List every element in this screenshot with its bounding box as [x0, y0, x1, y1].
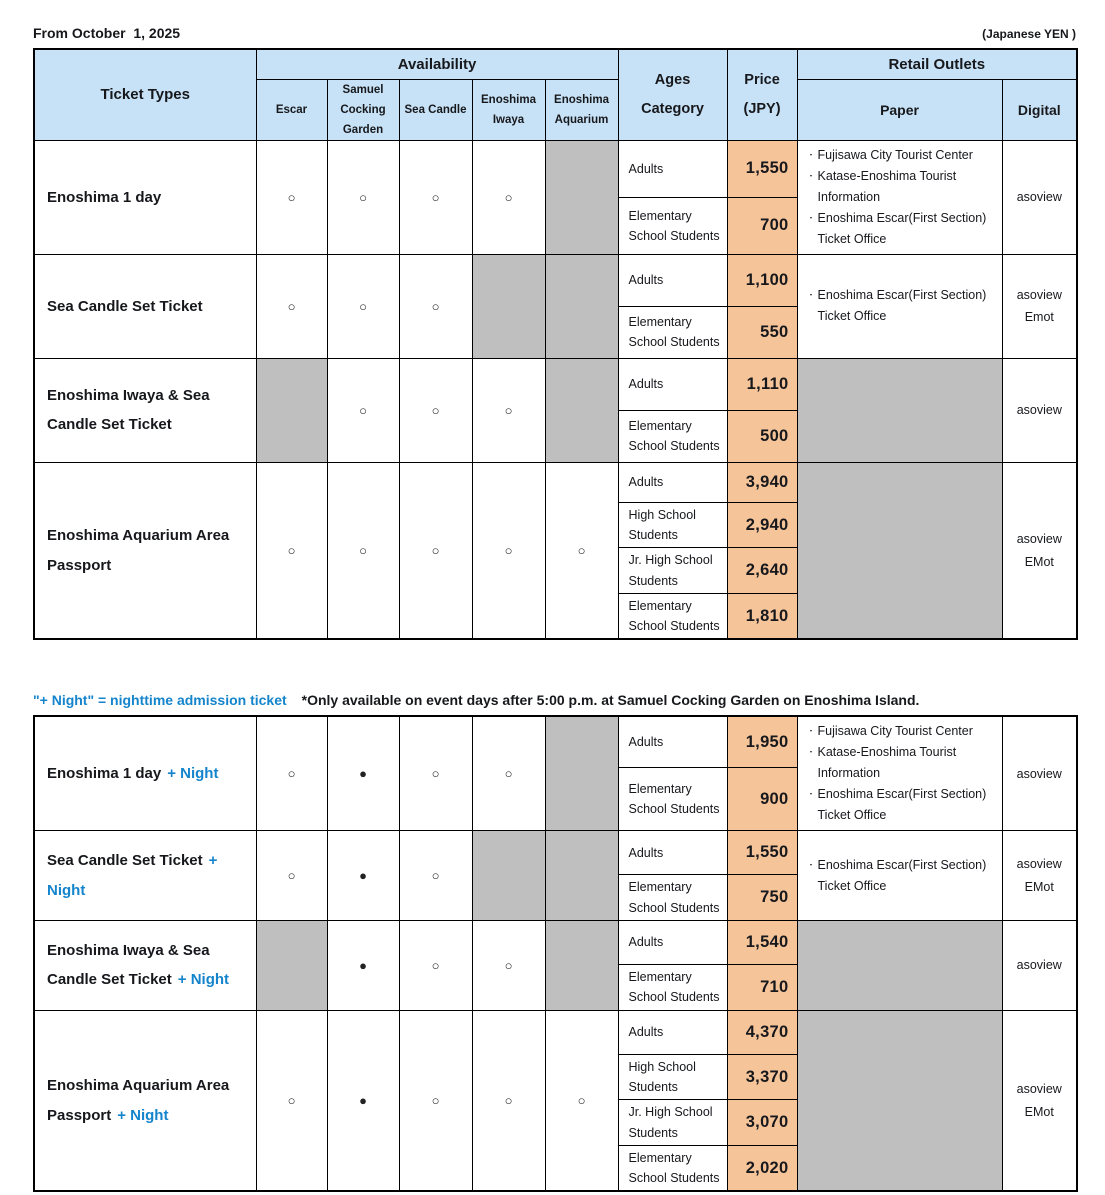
digital-outlet: asoview	[1016, 532, 1062, 547]
digital-outlets-cell	[1002, 140, 1077, 254]
ticket-name-cell	[34, 254, 256, 358]
age-category-cell: Elementary School Students	[618, 306, 727, 358]
ticket-name-cell	[34, 462, 256, 639]
digital-outlet: asoview	[1016, 958, 1062, 973]
price-cell: 3,370	[727, 1054, 797, 1100]
availability-cell-samuel-cocking-garden: ○	[327, 140, 399, 254]
outlet-item	[805, 208, 998, 250]
availability-cell-sea-candle: ○	[399, 920, 472, 1010]
price-cell: 3,940	[727, 462, 797, 502]
outlet-item	[805, 784, 998, 826]
top-bar	[33, 25, 1076, 41]
availability-cell-samuel-cocking-garden: ○	[327, 358, 399, 462]
ticket-name-cell	[34, 1010, 256, 1191]
ticket-name-cell	[34, 140, 256, 254]
price-cell: 2,640	[727, 548, 797, 594]
price-cell: 710	[727, 964, 797, 1010]
table-row	[34, 920, 1077, 964]
ticket-name: Sea Candle Set Ticket	[47, 297, 203, 315]
bullet-icon: ・	[806, 747, 816, 758]
availability-cell-escar: ○	[256, 140, 327, 254]
digital-outlet: asoview	[1016, 287, 1062, 302]
header-escar: Escar	[256, 79, 327, 140]
bullet-icon: ・	[806, 170, 816, 181]
ticket-name: Sea Candle Set Ticket	[47, 852, 203, 870]
header-price	[727, 49, 797, 140]
digital-outlet: EMot	[1024, 1104, 1054, 1119]
header-retail-outlets: Retail Outlets	[797, 49, 1077, 79]
digital-outlets-cell	[1002, 716, 1077, 831]
age-category-cell: Adults	[618, 254, 727, 306]
header-price-line1: Price	[744, 71, 780, 88]
table-row	[34, 462, 1077, 502]
ticket-name-cell	[34, 716, 256, 831]
header-digital: Digital	[1002, 79, 1077, 140]
price-cell: 550	[727, 306, 797, 358]
night-note-definition: "+ Night" = nighttime admission ticket	[33, 692, 287, 709]
paper-outlets-cell	[797, 920, 1002, 1010]
paper-outlets-cell	[797, 831, 1002, 921]
digital-outlet: asoview	[1016, 857, 1062, 872]
age-category-cell: Jr. High School Students	[618, 1100, 727, 1146]
bullet-icon: ・	[806, 789, 816, 800]
digital-outlets-cell	[1002, 1010, 1077, 1191]
ticket-table-day	[33, 48, 1078, 640]
paper-outlets-cell	[797, 254, 1002, 358]
outlet-item	[805, 285, 998, 327]
availability-cell-enoshima-aquarium	[545, 358, 618, 462]
availability-cell-escar: ○	[256, 462, 327, 639]
availability-cell-enoshima-iwaya	[472, 831, 545, 921]
age-category-cell: Adults	[618, 1010, 727, 1054]
paper-outlets-cell	[797, 140, 1002, 254]
price-cell: 1,550	[727, 140, 797, 197]
price-cell: 2,940	[727, 502, 797, 548]
availability-cell-enoshima-iwaya	[472, 254, 545, 358]
price-cell: 4,370	[727, 1010, 797, 1054]
age-category-cell: Elementary School Students	[618, 964, 727, 1010]
availability-cell-samuel-cocking-garden: ●	[327, 716, 399, 831]
age-category-cell: Elementary School Students	[618, 1145, 727, 1191]
paper-outlets-cell	[797, 358, 1002, 462]
outlet-text: Enoshima Escar(First Section) Ticket Office	[817, 857, 987, 893]
availability-cell-enoshima-iwaya: ○	[472, 1010, 545, 1191]
header-availability: Availability	[256, 49, 618, 79]
price-cell: 1,810	[727, 593, 797, 639]
availability-cell-escar	[256, 920, 327, 1010]
age-category-cell: High School Students	[618, 502, 727, 548]
price-cell: 1,950	[727, 716, 797, 767]
price-cell: 1,540	[727, 920, 797, 964]
header-row-1	[34, 49, 1077, 79]
header-enoshima-aquarium: Enoshima Aquarium	[545, 79, 618, 140]
bullet-icon: ・	[806, 290, 816, 301]
digital-outlets-cell	[1002, 920, 1077, 1010]
availability-cell-enoshima-aquarium	[545, 831, 618, 921]
table-row	[34, 716, 1077, 767]
night-suffix: + Night	[117, 1106, 169, 1124]
bullet-icon: ・	[806, 212, 816, 223]
availability-cell-enoshima-iwaya: ○	[472, 140, 545, 254]
night-suffix: + Night	[47, 852, 218, 899]
header-price-line2: (JPY)	[743, 100, 781, 117]
digital-outlet: asoview	[1016, 403, 1062, 418]
age-category-cell: Jr. High School Students	[618, 548, 727, 594]
availability-cell-sea-candle: ○	[399, 831, 472, 921]
price-cell: 750	[727, 875, 797, 921]
availability-cell-enoshima-aquarium: ○	[545, 462, 618, 639]
digital-outlets-cell	[1002, 254, 1077, 358]
age-category-cell: Adults	[618, 140, 727, 197]
effective-date: From October 1, 2025	[33, 25, 181, 41]
bullet-icon: ・	[806, 149, 816, 160]
header-ticket-types: Ticket Types	[34, 49, 256, 140]
ticket-name-cell	[34, 831, 256, 921]
header-samuel-cocking-garden: Samuel Cocking Garden	[327, 79, 399, 140]
bullet-icon: ・	[806, 726, 816, 737]
outlet-text: Katase-Enoshima Tourist Information	[817, 168, 957, 204]
age-category-cell: Adults	[618, 920, 727, 964]
ticket-name: Enoshima 1 day	[47, 765, 162, 783]
availability-cell-enoshima-aquarium: ○	[545, 1010, 618, 1191]
availability-cell-sea-candle: ○	[399, 462, 472, 639]
digital-outlet: asoview	[1016, 190, 1062, 205]
outlet-text: Enoshima Escar(First Section) Ticket Office	[817, 210, 987, 246]
availability-cell-samuel-cocking-garden: ●	[327, 920, 399, 1010]
digital-outlet: Emot	[1024, 310, 1054, 325]
age-category-cell: Elementary School Students	[618, 875, 727, 921]
availability-cell-escar: ○	[256, 1010, 327, 1191]
paper-outlets-cell	[797, 1010, 1002, 1191]
price-cell: 500	[727, 410, 797, 462]
outlet-text: Fujisawa City Tourist Center	[817, 724, 973, 739]
availability-cell-sea-candle: ○	[399, 1010, 472, 1191]
table-row	[34, 140, 1077, 197]
availability-cell-escar: ○	[256, 254, 327, 358]
table-row	[34, 1010, 1077, 1054]
availability-cell-escar: ○	[256, 831, 327, 921]
availability-cell-sea-candle: ○	[399, 358, 472, 462]
price-cell: 2,020	[727, 1145, 797, 1191]
age-category-cell: Elementary School Students	[618, 410, 727, 462]
ticket-name: Enoshima Iwaya & Sea Candle Set Ticket	[47, 942, 210, 989]
availability-cell-samuel-cocking-garden: ●	[327, 1010, 399, 1191]
header-enoshima-iwaya: Enoshima Iwaya	[472, 79, 545, 140]
ticket-name: Enoshima Iwaya & Sea Candle Set Ticket	[47, 387, 210, 434]
price-cell: 900	[727, 767, 797, 831]
availability-cell-sea-candle: ○	[399, 716, 472, 831]
header-sea-candle: Sea Candle	[399, 79, 472, 140]
availability-cell-enoshima-aquarium	[545, 140, 618, 254]
ticket-name-cell	[34, 358, 256, 462]
availability-cell-samuel-cocking-garden: ○	[327, 254, 399, 358]
outlet-item	[805, 166, 998, 208]
currency-note: (Japanese YEN )	[982, 27, 1076, 41]
availability-cell-samuel-cocking-garden: ●	[327, 831, 399, 921]
availability-cell-enoshima-iwaya: ○	[472, 716, 545, 831]
ticket-name: Enoshima Aquarium Area Passport	[47, 1077, 230, 1124]
availability-cell-enoshima-aquarium	[545, 716, 618, 831]
age-category-cell: Adults	[618, 716, 727, 767]
header-ages-category	[618, 49, 727, 140]
availability-cell-sea-candle: ○	[399, 254, 472, 358]
availability-cell-enoshima-aquarium	[545, 254, 618, 358]
ticket-name: Enoshima Aquarium Area Passport	[47, 527, 230, 574]
bullet-icon: ・	[806, 859, 816, 870]
night-suffix: + Night	[177, 971, 230, 989]
digital-outlets-cell	[1002, 462, 1077, 639]
price-cell: 1,110	[727, 358, 797, 410]
age-category-cell: Elementary School Students	[618, 593, 727, 639]
outlet-item	[805, 855, 998, 897]
age-category-cell: Adults	[618, 358, 727, 410]
digital-outlets-cell	[1002, 831, 1077, 921]
outlet-text: Katase-Enoshima Tourist Information	[817, 745, 957, 781]
table-row	[34, 254, 1077, 306]
header-ages-line2: Category	[641, 100, 704, 117]
night-suffix: + Night	[167, 765, 219, 783]
age-category-cell: Adults	[618, 831, 727, 875]
availability-cell-escar	[256, 358, 327, 462]
age-category-cell: Adults	[618, 462, 727, 502]
night-note	[33, 692, 1076, 708]
outlet-item	[805, 145, 998, 166]
price-cell: 1,550	[727, 831, 797, 875]
availability-cell-sea-candle: ○	[399, 140, 472, 254]
header-paper: Paper	[797, 79, 1002, 140]
price-cell: 3,070	[727, 1100, 797, 1146]
age-category-cell: Elementary School Students	[618, 767, 727, 831]
ticket-name: Enoshima 1 day	[47, 188, 162, 206]
price-cell: 700	[727, 197, 797, 254]
digital-outlet: asoview	[1016, 1082, 1062, 1097]
outlet-item	[805, 721, 998, 742]
availability-cell-samuel-cocking-garden: ○	[327, 462, 399, 639]
digital-outlet: EMot	[1024, 554, 1054, 569]
table-row	[34, 831, 1077, 875]
ticket-name-cell	[34, 920, 256, 1010]
digital-outlets-cell	[1002, 358, 1077, 462]
header-ages-line1: Ages	[654, 71, 691, 88]
age-category-cell: High School Students	[618, 1054, 727, 1100]
availability-cell-enoshima-aquarium	[545, 920, 618, 1010]
table-row	[34, 358, 1077, 410]
outlet-text: Enoshima Escar(First Section) Ticket Office	[817, 288, 987, 324]
age-category-cell: Elementary School Students	[618, 197, 727, 254]
paper-outlets-cell	[797, 462, 1002, 639]
outlet-item	[805, 742, 998, 784]
availability-cell-enoshima-iwaya: ○	[472, 920, 545, 1010]
night-note-restriction: *Only available on event days after 5:00 p.m. at Samuel Cocking Garden on Enoshima Island.	[301, 692, 920, 709]
ticket-table-night	[33, 715, 1078, 1192]
availability-cell-enoshima-iwaya: ○	[472, 358, 545, 462]
availability-cell-escar: ○	[256, 716, 327, 831]
availability-cell-enoshima-iwaya: ○	[472, 462, 545, 639]
paper-outlets-cell	[797, 716, 1002, 831]
digital-outlet: EMot	[1024, 879, 1054, 894]
outlet-text: Enoshima Escar(First Section) Ticket Office	[817, 787, 987, 823]
outlet-text: Fujisawa City Tourist Center	[817, 147, 973, 162]
digital-outlet: asoview	[1016, 766, 1062, 781]
price-cell: 1,100	[727, 254, 797, 306]
